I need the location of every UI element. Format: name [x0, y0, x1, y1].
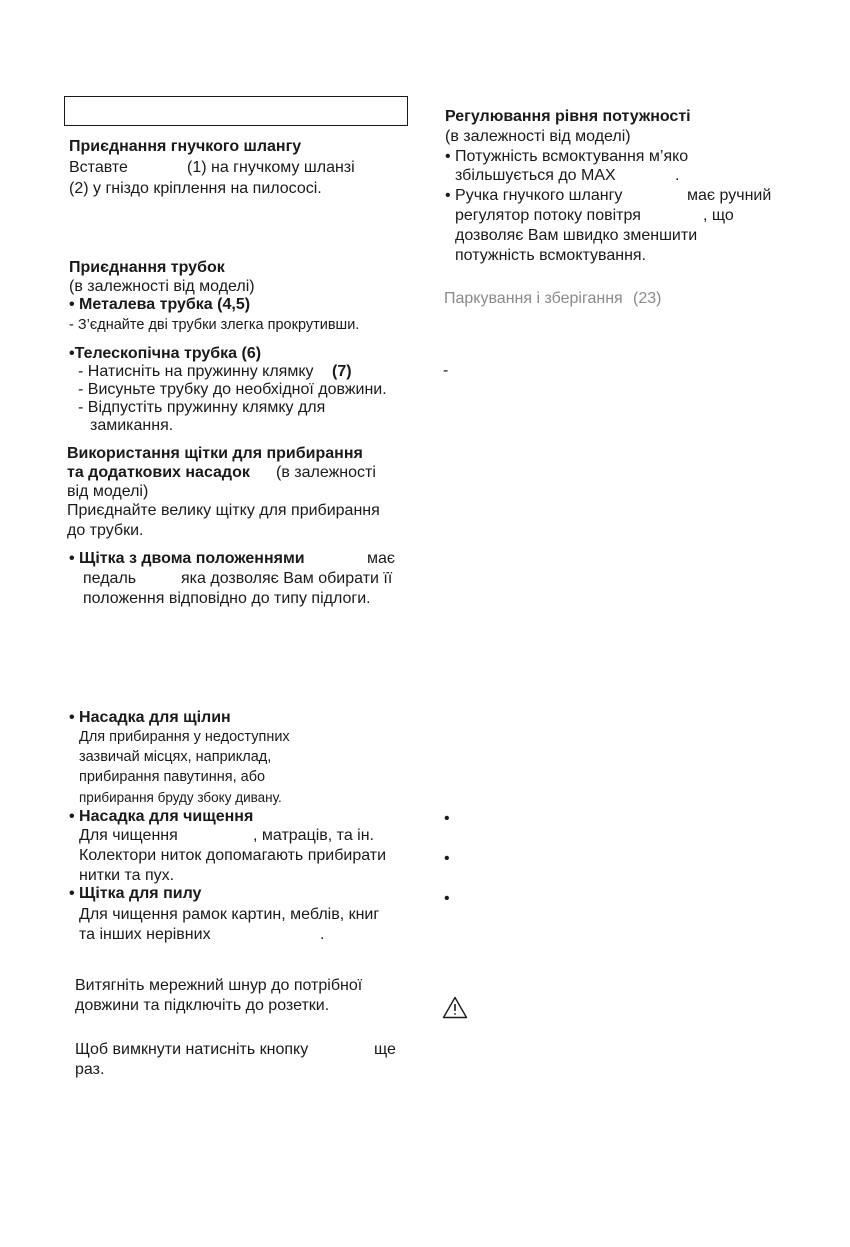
crevice-line1: Для прибирання у недоступних [79, 729, 290, 745]
dust-line2-dot: . [320, 926, 325, 943]
metal-tube-text: - З’єднайте дві трубки злегка прокрутивши. [69, 317, 360, 333]
dust-line2: та інших нерівних [79, 926, 211, 943]
two-pos-line3: положення відповідно до типу підлоги. [83, 590, 371, 607]
right-dash: - [443, 362, 449, 379]
hose-line1b: (1) на гнучкому шланзі [187, 159, 355, 176]
off-line1b: ще [374, 1041, 396, 1058]
brush-heading1: Використання щітки для прибирання [67, 445, 363, 462]
right-bullet-3: • [444, 890, 450, 907]
tele-line2: - Висуньте трубку до необхідної довжини. [78, 381, 387, 398]
dust-heading: • Щітка для пилу [69, 885, 202, 902]
cord-line1: Витягніть мережний шнур до потрібної [75, 977, 363, 994]
power-b1-line2: збільшується до MAX [455, 167, 616, 184]
warning-triangle-icon [442, 996, 468, 1019]
power-b2-line2b: , що [703, 207, 734, 224]
parking-heading: Паркування і зберігання [444, 290, 623, 307]
cord-line2: довжини та підключіть до розетки. [75, 997, 330, 1014]
crevice-line2: зазвичай місцях, наприклад, [79, 749, 272, 765]
tele-line4: замикання. [90, 417, 174, 434]
tele-line1a: - Натисніть на пружинну клямку [78, 363, 314, 380]
brush-heading2: та додаткових насадок [67, 464, 250, 481]
power-sub: (в залежності від моделі) [445, 128, 631, 145]
power-b2-line2a: регулятор потоку повітря [455, 207, 641, 224]
cleaning-line2: Колектори ниток допомагають прибирати [79, 847, 387, 864]
right-bullet-1: • [444, 810, 450, 827]
cleaning-line3: нитки та пух. [79, 867, 175, 884]
parking-number: (23) [633, 290, 662, 307]
cleaning-line1b: , матраців, та ін. [253, 827, 374, 844]
power-heading: Регулювання рівня потужності [445, 108, 691, 125]
brush-line5: до трубки. [67, 522, 144, 539]
hose-line2: (2) у гніздо кріплення на пилососі. [69, 180, 322, 197]
brush-line3: від моделі) [67, 483, 149, 500]
two-pos-heading: • Щітка з двома положеннями [69, 550, 305, 567]
brush-line4: Приєднайте велику щітку для прибирання [67, 502, 380, 519]
cleaning-heading: • Насадка для чищення [69, 808, 254, 825]
crevice-line3: прибирання павутиння, або [79, 769, 266, 785]
tubes-sub: (в залежності від моделі) [69, 278, 255, 295]
tele-line1b: (7) [332, 363, 352, 380]
right-bullet-2: • [444, 850, 450, 867]
two-pos-line2a: педаль [83, 570, 137, 587]
power-b2-line4: потужність всмоктування. [455, 247, 647, 264]
crevice-heading: • Насадка для щілин [69, 709, 231, 726]
tele-tube-heading: •Телескопічна трубка (6) [69, 345, 262, 362]
power-b1-dot: . [675, 167, 680, 184]
two-pos-has: має [367, 550, 396, 567]
power-b2-line3: дозволяє Вам швидко зменшити [455, 227, 698, 244]
dust-line1: Для чищення рамок картин, меблів, книг [79, 906, 380, 923]
off-line1a: Щоб вимкнути натисніть кнопку [75, 1041, 309, 1058]
off-line2: раз. [75, 1061, 105, 1078]
power-b2-line1b: має ручний [687, 187, 772, 204]
tubes-heading: Приєднання трубок [69, 259, 225, 276]
metal-tube-heading: • Металева трубка (4,5) [69, 296, 251, 313]
hose-line1a: Вставте [69, 159, 128, 176]
power-b1-line1: • Потужність всмоктування м’яко [445, 148, 689, 165]
cleaning-line1a: Для чищення [79, 827, 178, 844]
section-title-box [64, 96, 408, 126]
two-pos-line2b: яка дозволяє Вам обирати її [181, 570, 393, 587]
power-b2-line1a: • Ручка гнучкого шлангу [445, 187, 623, 204]
brush-heading2-note: (в залежності [276, 464, 376, 481]
crevice-line4: прибирання бруду збоку дивану. [79, 790, 282, 805]
tele-line3: - Відпустіть пружинну клямку для [78, 399, 326, 416]
hose-heading: Приєднання гнучкого шлангу [69, 138, 302, 155]
